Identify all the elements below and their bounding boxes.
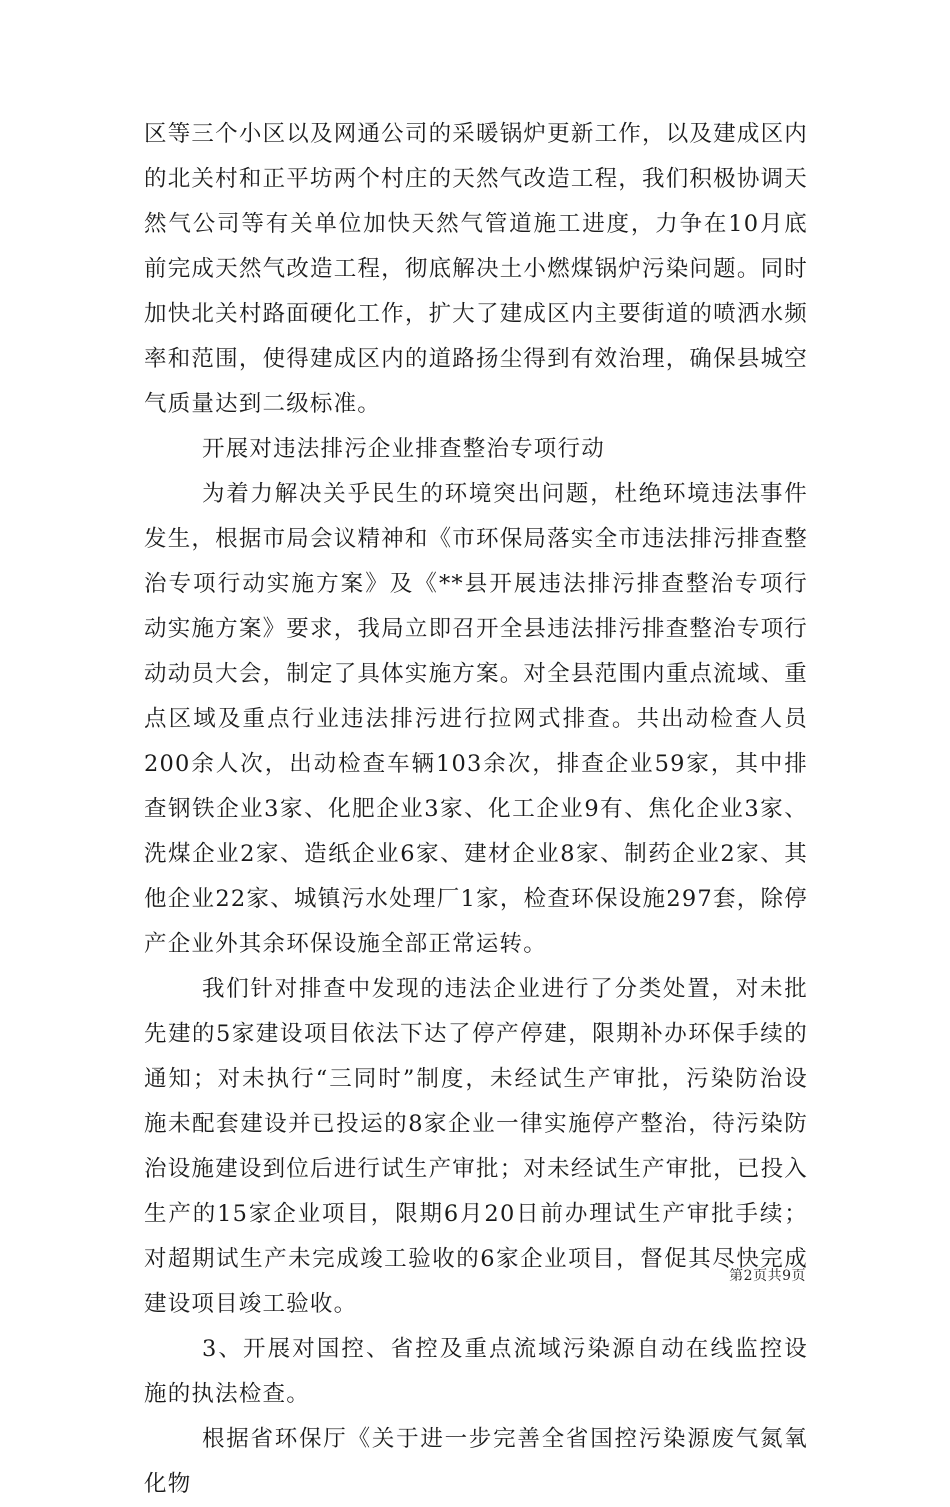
document-body (144, 112, 808, 1507)
paragraph-1: 区等三个小区以及网通公司的采暖锅炉更新工作，以及建成区内的北关村和正平坊两个村庄的天然气改造工程，我们积极协调天然气公司等有关单位加快天然气管道施工进度，力争在10月底前完成天然气改造工程，彻底解决土小燃煤锅炉污染问题。同时加快北关村路面硬化工作，扩大了建成区内主要街道的喷洒水频率和范围，使得建成区内的道路扬尘得到有效治理，确保县城空气质量达到二级标准。 (144, 121, 808, 417)
paragraph-4: 我们针对排查中发现的违法企业进行了分类处置，对未批先建的5家建设项目依法下达了停产停建，限期补办环保手续的通知；对未执行“三同时”制度，未经试生产审批，污染防治设施未配套建设并已投运的8家企业一律实施停产整治，待污染防治设施建设到位后进行试生产审批；对未经试生产审批，已投入生产的15家企业项目，限期6月20日前办理试生产审批手续；对超期试生产未完成竣工验收的6家企业项目，督促其尽快完成建设项目竣工验收。 (144, 976, 808, 1317)
paragraph-6: 根据省环保厅《关于进一步完善全省国控污染源废气氮氧化物 (144, 1426, 808, 1497)
section-heading-crackdown: 开展对违法排污企业排查整治专项行动 (202, 436, 605, 462)
paragraph-3: 为着力解决关乎民生的环境突出问题，杜绝环境违法事件发生，根据市局会议精神和《市环保局落实全市违法排污排查整治专项行动实施方案》及《**县开展违法排污排查整治专项行动实施方案》要求，我局立即召开全县违法排污排查整治专项行动动员大会，制定了具体实施方案。对全县范围内重点流域、重点区域及重点行业违法排污进行拉网式排查。共出动检查人员200余人次，出动检查车辆103余次，排查企业59家，其中排查钢铁企业3家、化肥企业3家、化工企业9有、焦化企业3家、洗煤企业2家、造纸企业6家、建材企业8家、制药企业2家、其他企业22家、城镇污水处理厂1家，检查环保设施297套，除停产企业外其余环保设施全部正常运转。 (144, 481, 808, 957)
page-number: 第2页共9页 (729, 1268, 806, 1284)
section-heading-monitoring: 3、开展对国控、省控及重点流域污染源自动在线监控设施的执法检查。 (144, 1336, 808, 1407)
